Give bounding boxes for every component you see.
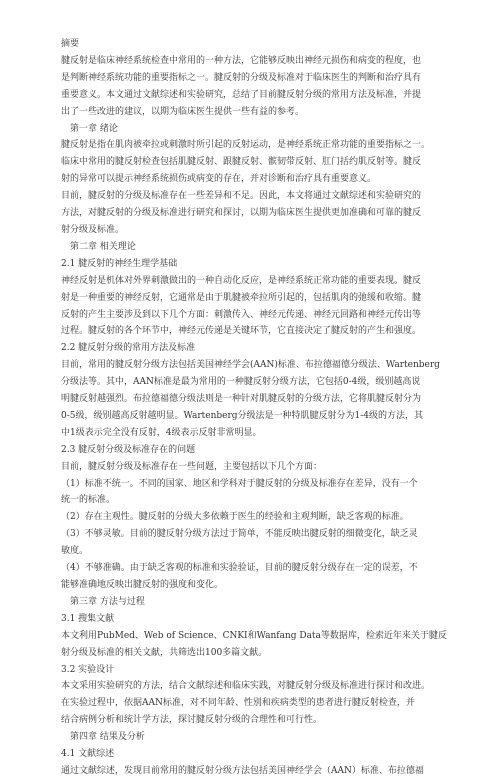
paragraph-line: 射分级及标准。 xyxy=(61,224,125,235)
list-item-line: 能够准确地反映出腱反射的强度和变化。 xyxy=(61,580,224,590)
paragraph-line: 通过文献综述，发现目前常用的腱反射分级方法包括美国神经学会（AAN）标准、布拉德福 xyxy=(61,765,424,776)
paragraph-line: 本文利用PubMed、Web of Science、CNKI和Wanfang Data等数据库，检索近年来关于腱反 xyxy=(61,630,447,641)
list-item-line: （4）不够准确。由于缺乏客观的标准和实验验证，目前的腱反射分级存在一定的误差，不 xyxy=(61,563,418,574)
list-item-line: 统一的标准。 xyxy=(61,495,116,506)
chapter-heading-2: 第二章 相关理论 xyxy=(70,241,136,252)
paragraph-line: 重要意义。本文通过文献综述和实验研究，总结了目前腱反射分级的常用方法及标准，并提 xyxy=(61,89,422,100)
paragraph-line: 射的异常可以提示神经系统损伤或病变的存在，并对诊断和治疗具有重要意义。 xyxy=(61,174,377,185)
paragraph-line: 中1级表示完全没有反射，4级表示反射非常明显。 xyxy=(61,427,262,438)
list-item-line: （2）存在主观性。腱反射的分级大多依赖于医生的经验和主观判断，缺乏客观的标准。 xyxy=(61,512,409,523)
paragraph-line: 目前，常用的腱反射分级方法包括美国神经学会(AAN)标准、布拉德福德分级法、Wartenberg xyxy=(61,360,440,371)
section-heading-3-1: 3.1 搜集文献 xyxy=(61,613,115,624)
paragraph-line: 结合病例分析和统计学方法，探讨腱反射分级的合理性和可行性。 xyxy=(61,715,323,726)
paragraph-line: 过程。腱反射的各个环节中，神经元传递是关键环节，它直接决定了腱反射的产生和强度。 xyxy=(61,326,422,337)
paragraph-line: 目前，腱反射的分级及标准存在一些差异和不足。因此，本文将通过文献综述和实验研究的 xyxy=(61,191,422,202)
paragraph-line: 方法，对腱反射的分级及标准进行研究和探讨，以期为临床医生提供更加准确和可靠的腱反 xyxy=(61,208,422,219)
section-heading-2-2: 2.2 腱反射分级的常用方法及标准 xyxy=(61,343,196,354)
paragraph-line: 出了一些改进的建议，以期为临床医生提供一些有益的参考。 xyxy=(61,106,305,117)
chapter-heading-1: 第一章 绪论 xyxy=(70,123,118,134)
paragraph-line: 在实验过程中，依据AAN标准，对不同年龄、性别和疾病类型的患者进行腱反射检查，并 xyxy=(61,698,415,709)
paragraph-line: 神经反射是机体对外界刺激做出的一种自动化反应，是神经系统正常功能的重要表现。腱反 xyxy=(61,275,422,286)
section-heading-3-2: 3.2 实验设计 xyxy=(61,664,115,675)
paragraph-line: 0-5级，级别越高反射越明显。Wartenberg分级法是一种特肌腱反射分为1-4级的方法，其 xyxy=(61,410,424,421)
list-item-line: 敏度。 xyxy=(61,546,89,557)
section-heading-2-3: 2.3 腱反射分级及标准存在的问题 xyxy=(61,444,196,455)
list-item-line: （3）不够灵敏。目前的腱反射分级方法过于简单，不能反映出腱反射的细微变化，缺乏灵 xyxy=(61,529,418,540)
paragraph-line: 临床中常用的腱反射检查包括肌腱反射、跟腱反射、髌韧带反射、肛门括约肌反射等。腱反 xyxy=(61,157,422,168)
paragraph-line: 反射的产生主要涉及到以下几个方面：刺激传入、神经元传递、神经元回路和神经元传出等 xyxy=(61,309,422,320)
section-heading-2-1: 2.1 腱反射的神经生理学基础 xyxy=(61,258,178,269)
paragraph-line: 射是一种重要的神经反射，它通常是由于肌腱被牵拉所引起的，包括肌肉的弛缓和收缩。腱 xyxy=(61,292,422,303)
chapter-heading-3: 第三章 方法与过程 xyxy=(70,596,145,607)
chapter-heading-4: 第四章 结果及分析 xyxy=(70,732,145,743)
paragraph-line: 腱反射是指在肌肉被牵拉或刺激时所引起的反射运动，是神经系统正常功能的重要指标之一。 xyxy=(61,140,431,151)
section-heading-4-1: 4.1 文献综述 xyxy=(61,749,115,760)
paragraph-line: 目前，腱反射分级及标准存在一些问题，主要包括以下几个方面： xyxy=(61,461,323,472)
list-item-line: （1）标准不统一。不同的国家、地区和学科对于腱反射的分级及标准存在差异，没有一个 xyxy=(61,478,418,489)
paragraph-line: 是判断神经系统功能的重要指标之一。腱反射的分级及标准对于临床医生的判断和治疗具有 xyxy=(61,72,422,83)
paragraph-line: 明腱反射越强烈。布拉德福德分级法则是一种针对肌腱反射的分级方法，它将肌腱反射分为 xyxy=(61,394,422,405)
paragraph-line: 本文采用实验研究的方法，结合文献综述和临床实践，对腱反射分级及标准进行探讨和改进。 xyxy=(61,681,431,692)
paragraph-line: 腱反射是临床神经系统检查中常用的一种方法，它能够反映出神经元损伤和病变的程度，也 xyxy=(61,55,422,66)
paragraph-line: 射分级及标准的相关文献，共筛选出100多篇文献。 xyxy=(61,647,268,658)
paragraph-line: 分级法等。其中，AAN标准是最为常用的一种腱反射分级方法，它包括0-4级，级别越高说 xyxy=(61,377,421,388)
section-title-abstract: 摘要 xyxy=(61,39,80,49)
